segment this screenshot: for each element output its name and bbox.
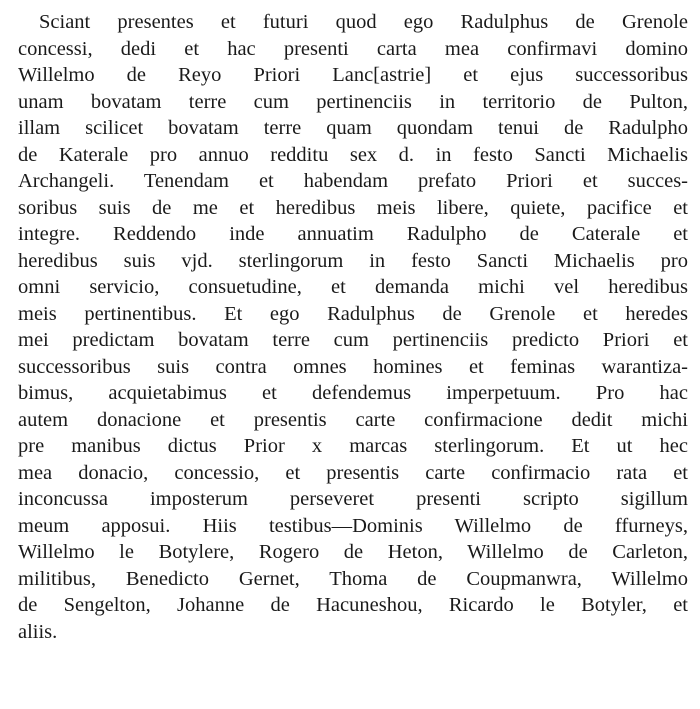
- text-line: autem donacione et presentis carte confirmacione dedit michi: [18, 408, 688, 431]
- text-line: inconcussa imposterum perseveret presenti scripto sigillum: [18, 488, 688, 510]
- text-line: de Sengelton, Johanne de Hacuneshou, Ricardo le Botyler, et: [18, 594, 688, 616]
- text-line: soribus suis de me et heredibus meis libere, quiete, pacifice et: [18, 196, 688, 219]
- text-line: pre manibus dictus Prior x marcas sterlingorum. Et ut hec: [18, 435, 688, 457]
- charter-text: [18, 9, 688, 645]
- text-line: Willelmo de Reyo Priori Lanc[astrie] et ejus successoribus: [18, 64, 688, 86]
- text-line: bimus, acquietabimus et defendemus imperpetuum. Pro hac: [18, 382, 688, 404]
- text-line: de Katerale pro annuo redditu sex d. in festo Sancti Michaelis: [18, 143, 688, 166]
- text-line: aliis.: [18, 620, 58, 643]
- text-line: meum apposui. Hiis testibus—Dominis Willelmo de ffurneys,: [18, 514, 688, 537]
- text-line: integre. Reddendo inde annuatim Radulpho de Caterale et: [18, 223, 688, 245]
- text-line: Willelmo le Botylere, Rogero de Heton, Willelmo de Carleton,: [18, 541, 688, 563]
- text-line: mea donacio, concessio, et presentis carte confirmacio rata et: [18, 461, 688, 484]
- text-line: Archangeli. Tenendam et habendam prefato Priori et succes-: [18, 170, 688, 192]
- text-line: unam bovatam terre cum pertinenciis in territorio de Pulton,: [18, 90, 688, 113]
- text-line: mei predictam bovatam terre cum pertinenciis predicto Priori et: [18, 329, 688, 351]
- text-line: concessi, dedi et hac presenti carta mea confirmavi domino: [18, 37, 688, 60]
- text-line: meis pertinentibus. Et ego Radulphus de Grenole et heredes: [18, 302, 688, 325]
- text-line: militibus, Benedicto Gernet, Thoma de Coupmanwra, Willelmo: [18, 567, 688, 590]
- text-line: illam scilicet bovatam terre quam quondam tenui de Radulpho: [18, 117, 688, 139]
- text-line: heredibus suis vjd. sterlingorum in festo Sancti Michaelis pro: [18, 249, 688, 272]
- text-line: omni servicio, consuetudine, et demanda michi vel heredibus: [18, 276, 688, 298]
- text-line: Sciant presentes et futuri quod ego Radulphus de Grenole: [39, 11, 688, 33]
- text-line: successoribus suis contra omnes homines et feminas warantiza-: [18, 355, 688, 378]
